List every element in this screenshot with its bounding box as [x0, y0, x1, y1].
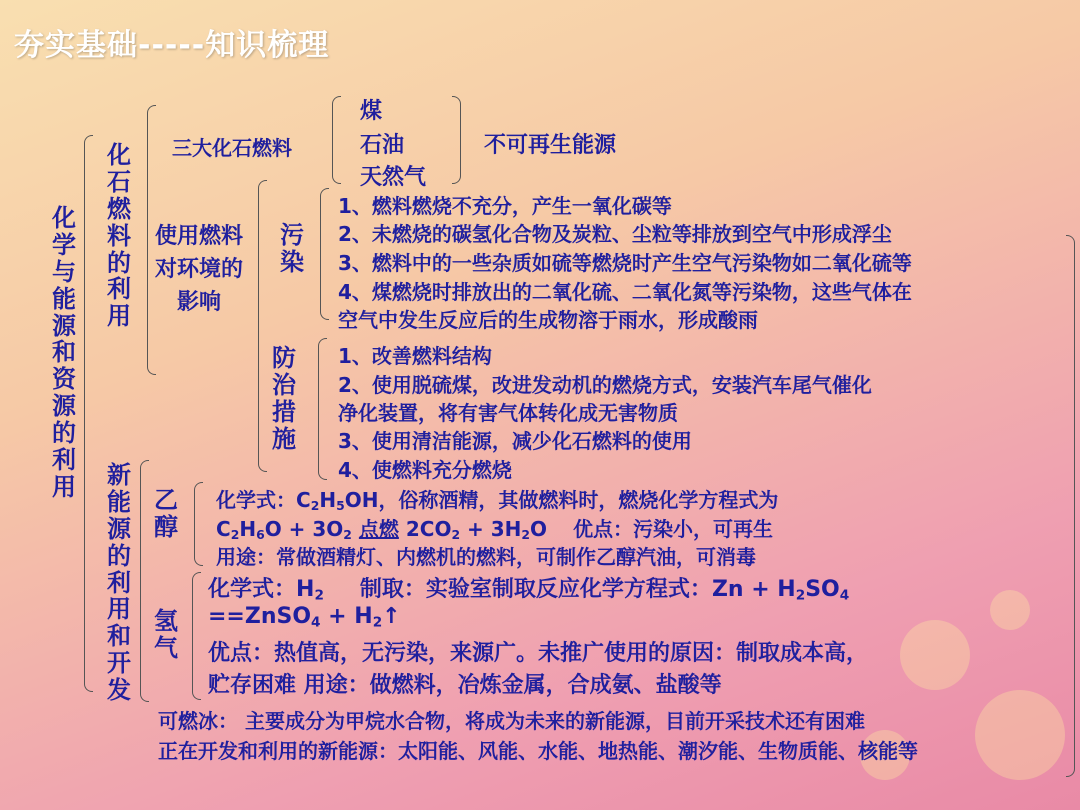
three-items-bracket-right: [452, 96, 461, 184]
prevention-line-2: 2、使用脱硫煤，改进发动机的燃烧方式，安装汽车尾气催化: [338, 373, 872, 397]
prevention-line-5: 4、使燃料充分燃烧: [338, 458, 512, 482]
hydrogen-line-1: [208, 572, 849, 603]
fossil-item-coal: 煤: [360, 99, 383, 124]
ethanol-line-1: [216, 484, 778, 513]
hydrogen-prep-prefix: 制取：实验室制取反应化学方程式：: [359, 577, 712, 602]
hydrogen-equation-right: ==ZnSO$_4$ + $H_2↑$: [208, 604, 401, 631]
three-fossil-label: 三大化石燃料: [172, 136, 292, 160]
prevention-line-3: 净化装置，将有害气体转化成无害物质: [338, 401, 678, 425]
new-energy-bracket: [140, 460, 149, 702]
fossil-item-oil: 石油: [360, 133, 405, 158]
ethanol-line-2: [216, 513, 773, 542]
root-bracket: [84, 135, 93, 692]
prevention-line-1: 1、改善燃料结构: [338, 344, 492, 368]
fossil-label: 化石燃料的利用: [107, 141, 131, 331]
impact-label: 使用燃料对环境的影响: [155, 224, 244, 315]
pollution-label: 污染: [280, 221, 304, 276]
hydrogen-storage-usage: 贮存困难 用途：做燃料，冶炼金属，合成氨、盐酸等: [208, 673, 722, 698]
prevention-line-4: 3、使用清洁能源，减少化石燃料的使用: [338, 429, 692, 453]
hydrogen-equation-left: $Zn + H_2SO_4$: [711, 577, 850, 604]
three-items-bracket: [332, 96, 341, 184]
ethanol-bracket: [194, 482, 203, 566]
bokeh-circle: [975, 690, 1065, 780]
ethanol-equation-left: $C_2H_6O + 3O_2$: [216, 517, 352, 543]
ethanol-usage: 用途：常做酒精灯、内燃机的燃料，可制作乙醇汽油，可消毒: [216, 545, 756, 569]
hydrogen-formula: $H_2$: [296, 577, 324, 604]
ethanol-equation-right: $2CO_2 + 3H_2O$: [398, 517, 548, 543]
hydrogen-advantage: 优点：热值高，无污染，来源广。未推广使用的原因：制取成本高，: [208, 641, 869, 666]
ethanol-label: 乙醇: [154, 486, 178, 541]
developing-energy-line: 正在开发和利用的新能源：太阳能、风能、水能、地热能、潮汐能、生物质能、核能等: [158, 739, 918, 763]
ethanol-formula-prefix: 化学式：: [216, 488, 296, 512]
new-energy-label: 新能源的利用和开发: [107, 461, 131, 704]
hydrogen-bracket: [192, 572, 201, 700]
pollution-line-3: 3、燃料中的一些杂质如硫等燃烧时产生空气污染物如二氧化硫等: [338, 251, 912, 275]
pollution-line-1: 1、燃料燃烧不充分，产生一氧化碳等: [338, 194, 672, 218]
ethanol-equation-condition: 点燃: [358, 517, 399, 541]
prevention-bracket: [318, 338, 327, 480]
prevention-label: 防治措施: [272, 344, 296, 453]
bokeh-circle: [900, 620, 970, 690]
pollution-line-2: 2、未燃烧的碳氢化合物及炭粒、尘粒等排放到空气中形成浮尘: [338, 222, 892, 246]
ethanol-advantage: 优点：污染小，可再生: [573, 517, 774, 541]
ethanol-formula: $C_2H_5OH$: [296, 488, 379, 514]
hydrogen-label: 氢气: [154, 607, 178, 662]
impact-bracket: [258, 180, 267, 472]
slide-title: 夯实基础-----知识梳理: [14, 28, 330, 63]
combustible-ice-line: 可燃冰： 主要成分为甲烷水合物，将成为未来的新能源，目前开采技术还有困难: [158, 709, 865, 733]
nonrenewable-note: 不可再生能源: [484, 133, 617, 158]
pollution-bracket: [320, 188, 329, 320]
right-edge-bracket: [1066, 235, 1075, 777]
fossil-item-gas: 天然气: [360, 165, 427, 190]
ethanol-line1-suffix: ，俗称酒精，其做燃料时，燃烧化学方程式为: [378, 488, 779, 512]
root-label: 化学与能源和资源的利用: [52, 204, 76, 501]
bokeh-circle: [990, 590, 1030, 630]
pollution-line-4: 4、煤燃烧时排放出的二氧化硫、二氧化氮等污染物，这些气体在: [338, 280, 912, 304]
hydrogen-formula-prefix: 化学式：: [208, 577, 297, 602]
pollution-line-5: 空气中发生反应后的生成物溶于雨水，形成酸雨: [338, 308, 758, 332]
